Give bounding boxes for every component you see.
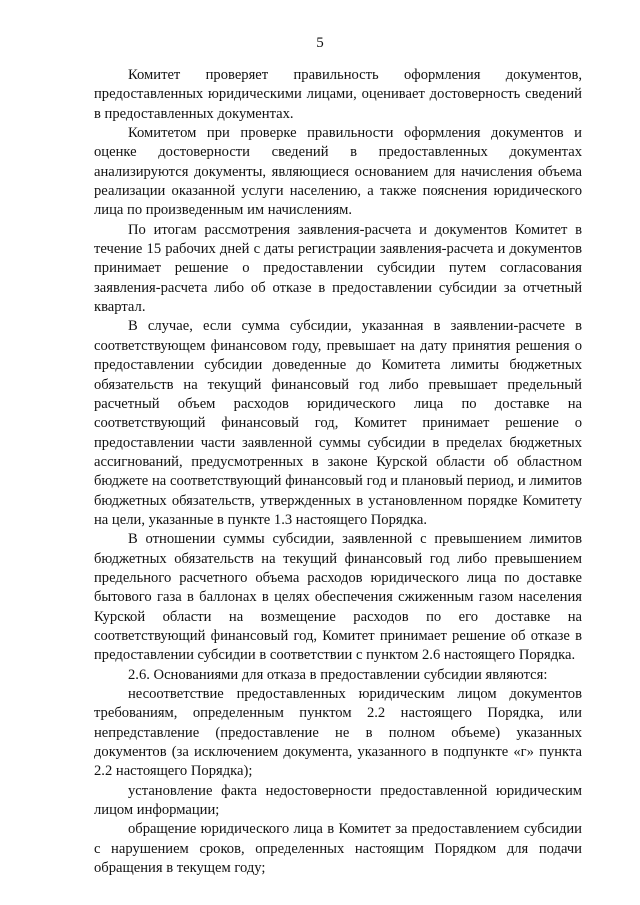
paragraph-ground-documents: несоответствие предоставленных юридическим лицом документов требованиям, определенным пунктом 2.2 настоящего Порядка, или непредставление (предоставление не в полном объеме) указанных документов (за исключением документа, указанного в подпункте «г» пункта 2.2 настоящего Порядка); xyxy=(94,686,582,780)
paragraph-refusal-grounds-heading: 2.6. Основаниями для отказа в предоставлении субсидии являются: xyxy=(128,666,548,683)
paragraph-analysis: Комитетом при проверке правильности оформления документов и оценке достоверности сведений в предоставленных документах анализируются документы, являющиеся основанием для начисления объема реализации оказанной услуги населению, а также пояснения юридического лица по произведенным им начислениям. xyxy=(94,125,582,219)
paragraph-ground-false-info: установление факта недостоверности предоставленной юридическим лицом информации; xyxy=(94,782,582,819)
paragraph-excess-refusal: В отношении суммы субсидии, заявленной с превышением лимитов бюджетных обязательств на текущий финансовый год либо превышением предельного расчетного объема расходов юридического лица по доставке бытового газа в баллонах в целях обеспечения сжиженным газом населения Курской области на возмещение расходов по его доставке на соответствующий финансовый год, Комитет принимает решение об отказе в предоставлении субсидии в соответствии с пунктом 2.6 настоящего Порядка. xyxy=(94,531,582,664)
paragraph-verification: Комитет проверяет правильность оформления документов, предоставленных юридическими лицами, оценивает достоверность сведений в предоставленных документах. xyxy=(94,67,582,122)
paragraph-partial-subsidy: В случае, если сумма субсидии, указанная в заявлении-расчете в соответствующем финансовом году, превышает на дату принятия решения о предоставлении субсидии доведенные до Комитета лимиты бюджетных обязательств на текущий финансовый год либо превышает предельный расчетный объем расходов юридического лица по доставке на соответствующий финансовый год, Комитет принимает решение о предоставлении части заявленной суммы субсидии в пределах бюджетных ассигнований, предусмотренных в законе Курской области об областном бюджете на соответствующий финансовый год и плановый период, и лимитов бюджетных обязательств, утвержденных в установленном порядке Комитету на цели, указанные в пункте 1.3 настоящего Порядка. xyxy=(94,318,582,528)
paragraph-decision: По итогам рассмотрения заявления-расчета и документов Комитет в течение 15 рабочих дней с даты регистрации заявления-расчета и документов принимает решение о предоставлении субсидии путем согласования заявления-расчета либо об отказе в предоставлении субсидии за отчетный квартал. xyxy=(94,221,582,316)
paragraph-ground-deadline: обращение юридического лица в Комитет за предоставлением субсидии с нарушением сроков, определенных настоящим Порядком для подачи обращения в текущем году; xyxy=(94,821,582,877)
page-number: 5 xyxy=(316,35,324,51)
document-body xyxy=(94,66,582,878)
